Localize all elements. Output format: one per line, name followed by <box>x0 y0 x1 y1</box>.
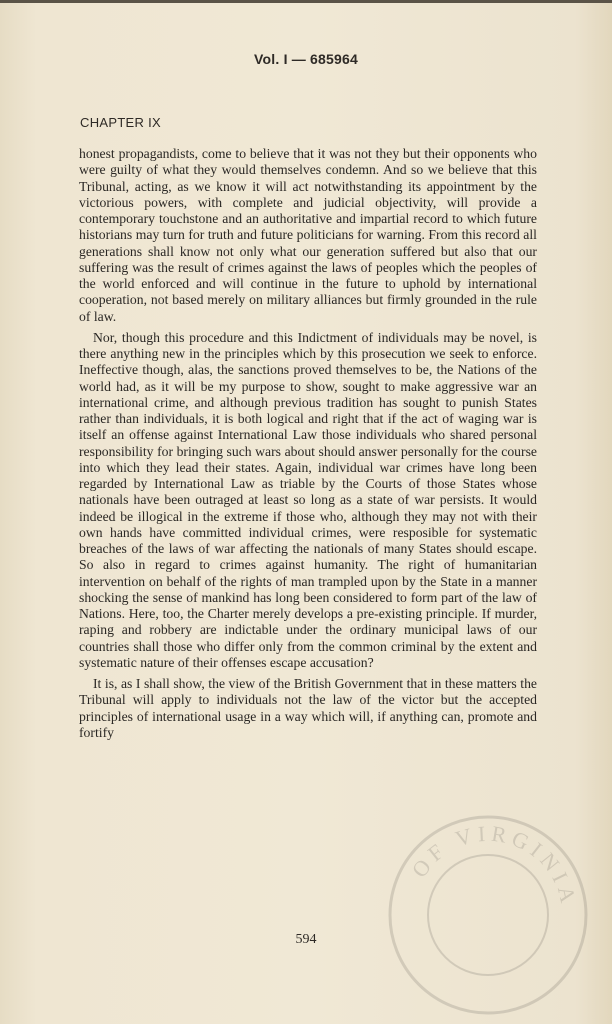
page-header: Vol. I — 685964 <box>254 51 358 67</box>
page-top-edge <box>0 0 612 3</box>
stamp-text: OF VIRGINIA <box>406 820 582 910</box>
paragraph-3: It is, as I shall show, the view of the British Government that in these matters the Tribunal will apply to individuals not the law of the victor but the accepted principles of international usage in a way which will, if anything can, promote and fortify <box>79 676 537 740</box>
page-number: 594 <box>295 932 317 947</box>
paragraph-1: honest propagandists, come to believe that it was not they but their opponents who were guilty of what they would themselves condemn. And so we believe that this Tribunal, acting, as we know it will act notwithstanding its appointment by the victorious powers, with complete and judicial objectivity, will provide a contemporary touchstone and an authoritative and impartial record to which future historians may turn for truth and future politicians for warning. From this record all generations shall know not only what our generation suffered but also that our suffering was the result of crimes against the laws of peoples which the peoples of the world enforced and will continue in the future to uphold by international cooperation, not based merely on military alliances but firmly grounded in the rule of law. <box>79 146 537 324</box>
library-seal-icon <box>385 812 591 1018</box>
body-text <box>79 146 537 741</box>
chapter-heading: CHAPTER IX <box>80 115 162 130</box>
paragraph-2: Nor, though this procedure and this Indictment of individuals may be novel, is there anything new in the principles which by this prosecution we seek to enforce. Ineffective though, alas, the sanctions proved themselves to be, the Nations of the world had, as it will be my purpose to show, sought to make aggressive war an international crime, and although previous tradition has sought to punish States rather than individuals, it is both logical and right that if the act of waging war is itself an offense against International Law those individuals who shared personal responsibility for bringing such wars about should answer personally for the course into which they lead their states. Again, individual war crimes have long been regarded by International Law as triable by the Courts of those States whose nationals have been outraged at least so long as a state of war persists. It would indeed be illogical in the extreme if those who, although they may not with their own hands have committed individual crimes, were resposible for systematic breaches of the laws of war affecting the nationals of many States should escape. So also in regard to crimes against humanity. The right of humanitarian intervention on behalf of the rights of man trampled upon by the State in a manner shocking the sense of mankind has long been considered to form part of the law of Nations. Here, too, the Charter merely develops a pre-existing principle. If murder, raping and robbery are indictable under the ordinary municipal laws of our countries shall those who differ only from the common criminal by the extent and systematic nature of their offenses escape accusation? <box>79 329 537 670</box>
